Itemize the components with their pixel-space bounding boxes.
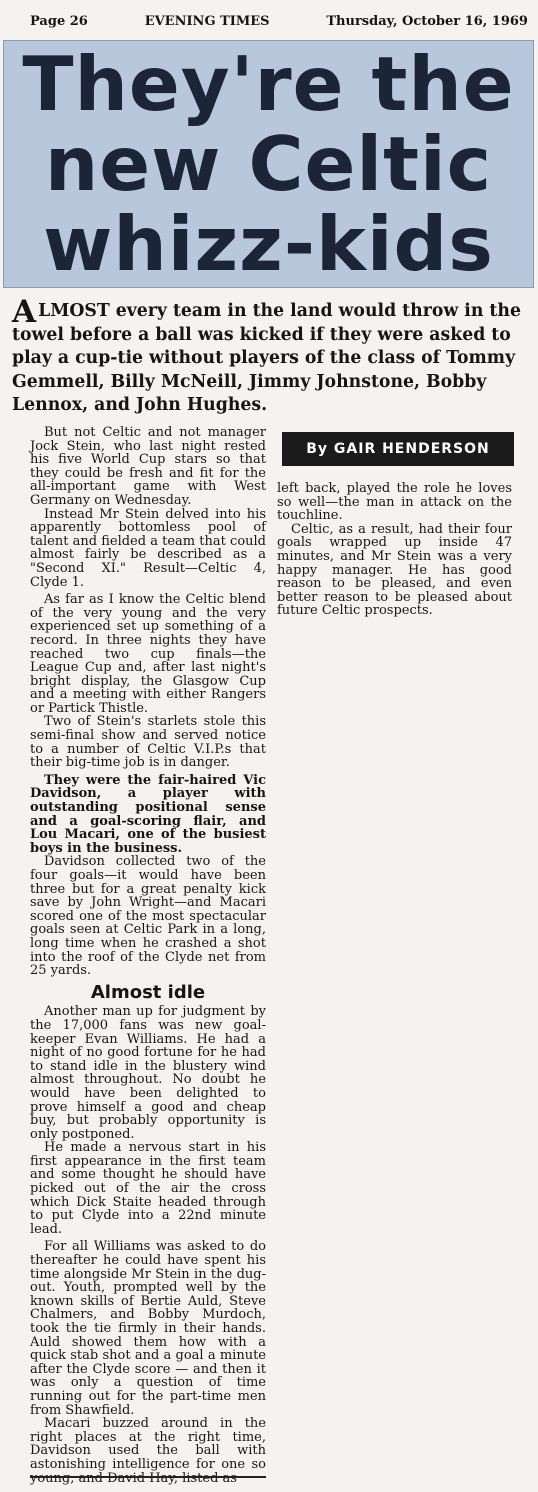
paragraph: Celtic, as a result, had their four goals wrapped up inside 47 minutes, and Mr Stein was a very happy manager. He has good reason to be pleased, and even better reason to be pleased about future Celtic prospects. <box>277 521 512 619</box>
intro-paragraph <box>12 294 530 418</box>
paragraph: He made a nervous start in his first appearance in the first team and some thought he should have picked out of the air the cross which Dick Staite headed through to put Clyde into a 22nd minute lead. <box>30 1140 266 1237</box>
byline: By GAIR HENDERSON <box>306 441 490 457</box>
drop-cap: A <box>12 294 37 330</box>
paragraph: They were the fair-haired Vic Davidson, a player with outstanding positional sense and a goal-scoring flair, and Lou Macari, one of the busiest boys in the business. <box>30 772 266 856</box>
paragraph: Instead Mr Stein delved into his apparently bottomless pool of talent and fielded a team that could almost fairly be described as a "Second XI." Result—Celtic 4, Clyde 1. <box>30 506 266 590</box>
masthead <box>30 10 528 32</box>
subheading: Almost idle <box>90 981 206 1003</box>
right-column <box>277 482 512 618</box>
headline <box>4 40 533 288</box>
paragraph: Another man up for judgment by the 17,000 fans was new goal-keeper Evan Williams. He had a night of no good fortune for he had to stand idle in the blustery wind almost throughout. No doubt he would have been delighted to prove himself a good and cheap buy, but probably opportunity is only postponed. <box>30 1004 266 1142</box>
paragraph: Macari buzzed around in the right places at the right time, Davidson used the ball with astonishing intelligence for one so young, and David Hay, listed as <box>30 1416 266 1486</box>
paragraph: But not Celtic and not manager Jock Stein, who last night rested his five World Cup stars so that they could be fresh and fit for the all-important game with West Germany on Wednesday. <box>30 425 266 508</box>
paragraph: Davidson collected two of the four goals—it would have been three but for a great penalty kick save by John Wright—and Macari scored one of the most spectacular goals seen at Celtic Park in a long, long time when he crashed a shot into the roof of the Clyde net from 25 yards. <box>30 854 266 979</box>
headline-line-2: new Celtic <box>44 120 493 208</box>
paragraph: Two of Stein's starlets stole this semi-final show and served notice to a number of Celtic V.I.P.s that their big-time job is in danger. <box>30 714 266 771</box>
column-end-rule <box>30 1476 266 1484</box>
paragraph: left back, played the role he loves so well—the man in attack on the touchline. <box>277 481 512 524</box>
headline-line-3: whizz-kids <box>43 200 494 288</box>
left-column <box>30 426 266 1485</box>
paragraph: As far as I know the Celtic blend of the very young and the very experienced set up something of a record. In three nights they have reached two cup finals—the League Cup and, after last night's bright display, the Glasgow Cup and a meeting with either Rangers or Partick Thistle. <box>30 592 266 716</box>
byline-box <box>282 432 514 466</box>
headline-panel <box>3 40 534 288</box>
issue-date: Thursday, October 16, 1969 <box>326 13 528 29</box>
page-number: Page 26 <box>30 13 88 29</box>
intro-text: LMOST every team in the land would throw in the towel before a ball was kicked if they were asked to play a cup-tie without players of the class of Tommy Gemmell, Billy McNeill, Jimmy Johnstone, Bobby Lennox, and John Hughes. <box>12 301 521 415</box>
newspaper-name: EVENING TIMES <box>144 13 270 29</box>
headline-line-1: They're the <box>22 40 515 128</box>
paragraph: For all Williams was asked to do thereafter he could have spent his time alongside Mr Stein in the dug-out. Youth, prompted well by the known skills of Bertie Auld, Steve Chalmers, and Bobby Murdoch, took the tie firmly in their hands. Auld showed them how with a quick stab shot and a goal a minute after the Clyde score — and then it was only a question of time running out for the part-time men from Shawfield. <box>30 1239 266 1418</box>
